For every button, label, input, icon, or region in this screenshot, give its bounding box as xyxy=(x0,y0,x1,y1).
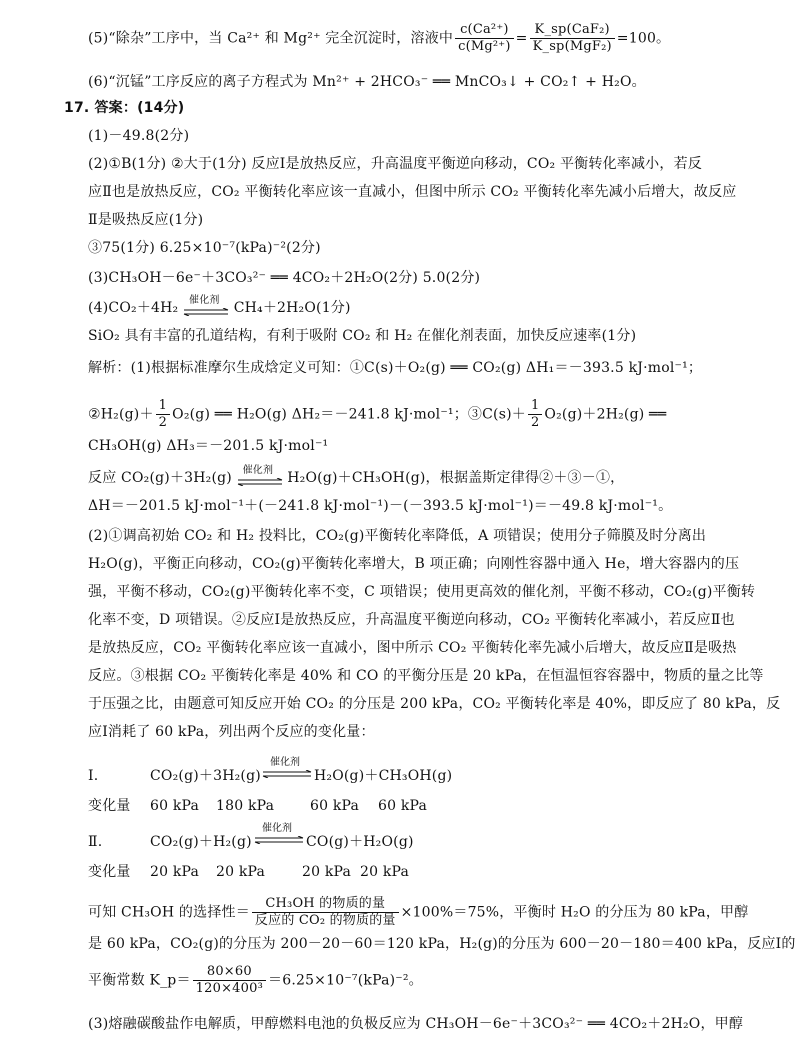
analysis-2-line2: H₂O(g)，平衡正向移动，CO₂(g)平衡转化率增大，B 项正确；向刚性容器中通入 He，增大容器内的压 xyxy=(88,556,740,572)
answer-4-sio2: SiO₂ 具有丰富的孔道结构，有利于吸附 CO₂ 和 H₂ 在催化剂表面，加快反应速率(1分) xyxy=(88,328,637,344)
reaction-2-right: CO(g)＋H₂O(g) xyxy=(306,834,414,850)
kp-line xyxy=(88,964,423,997)
change-value: 20 kPa xyxy=(302,864,352,880)
analysis-1-line2 xyxy=(88,398,666,431)
text: (5)“除杂”工序中，当 Ca²⁺ 和 Mg²⁺ 完全沉淀时，溶液中 xyxy=(88,30,454,47)
analysis-1-line1: 解析：(1)根据标准摩尔生成焓定义可知：①C(s)＋O₂(g) ══ CO₂(g) ΔH₁＝－393.5 kJ·mol⁻¹； xyxy=(88,360,703,376)
q17-answer-heading: 17. 答案：(14分) xyxy=(64,100,185,116)
catalyst-arrow xyxy=(262,758,312,784)
answer-3: (3)CH₃OH－6e⁻＋3CO₃²⁻ ══ 4CO₂＋2H₂O(2分) 5.0(2分) xyxy=(88,270,481,286)
equilibrium-arrow-icon xyxy=(262,770,312,778)
answer-2-line3: Ⅱ是吸热反应(1分) xyxy=(88,212,204,228)
analysis-3-line1: (3)熔融碳酸盐作电解质，甲醇燃料电池的负极反应为 CH₃OH－6e⁻＋3CO₃²⁻ ══ 4CO₂＋2H₂O，甲醇 xyxy=(88,1016,744,1032)
line-6-mn-precip: (6)“沉锰”工序反应的离子方程式为 Mn²⁺ + 2HCO₃⁻ ══ MnCO₃↓ + CO₂↑ + H₂O。 xyxy=(88,74,646,90)
text: 反应 CO₂(g)＋3H₂(g) xyxy=(88,470,232,486)
fraction-half xyxy=(156,398,170,431)
fraction-kp xyxy=(193,964,266,997)
denominator: 2 xyxy=(530,415,540,430)
fraction-c-ratio xyxy=(455,22,514,55)
change-value: 180 kPa xyxy=(216,798,275,814)
catalyst-label: 催化剂 xyxy=(270,757,300,768)
change-label: 变化量 xyxy=(88,798,131,814)
denominator: 2 xyxy=(158,415,168,430)
answer-2-line1: (2)①B(1分) ②大于(1分) 反应Ⅰ是放热反应，升高温度平衡逆向移动，CO₂ 平衡转化率减小，若反 xyxy=(88,156,702,172)
catalyst-arrow xyxy=(254,824,304,850)
text: ②H₂(g)＋ xyxy=(88,406,154,423)
text: ＝6.25×10⁻⁷(kPa)⁻²。 xyxy=(268,972,423,989)
line-5-impurity: (5)“除杂”工序中，当 Ca²⁺ 和 Mg²⁺ 完全沉淀时，溶液中 $\frac{\text{c(Ca²⁺)}}{\text{c(Mg²⁺)}}$ = $\frac{\text{K\_sp(CaF₂)}}{\text{K\_sp(MgF₂)}}$ =100。 xyxy=(88,22,671,54)
text: (4)CO₂＋4H₂ xyxy=(88,300,179,316)
partial-pressure-line: 是 60 kPa，CO₂(g)的分压为 200－20－60＝120 kPa，H₂(g)的分压为 600－20－180＝400 kPa，反应Ⅰ的 xyxy=(88,936,796,952)
numerator: c(Ca²⁺) xyxy=(455,22,514,39)
answer-2-part3: ③75(1分) 6.25×10⁻⁷(kPa)⁻²(2分) xyxy=(88,240,321,256)
change-value: 20 kPa xyxy=(360,864,410,880)
catalyst-label: 催化剂 xyxy=(189,295,220,306)
analysis-2-line6: 反应。③根据 CO₂ 平衡转化率是 40% 和 CO 的平衡分压是 20 kPa，在恒温恒容容器中，物质的量之比等 xyxy=(88,668,764,684)
answer-4 xyxy=(88,295,351,318)
change-label: 变化量 xyxy=(88,864,131,880)
analysis-1-line3: CH₃OH(g) ΔH₃＝－201.5 kJ·mol⁻¹ xyxy=(88,438,329,454)
reaction-1-label: Ⅰ. xyxy=(88,768,99,784)
denominator: K_sp(MgF₂) xyxy=(532,39,612,54)
denominator: 120×400³ xyxy=(195,981,264,996)
change-value: 60 kPa xyxy=(378,798,428,814)
reaction-2-label: Ⅱ. xyxy=(88,834,103,850)
reaction-2-left: CO₂(g)＋H₂(g) xyxy=(150,834,252,850)
fraction-selectivity xyxy=(252,896,399,929)
equilibrium-arrow-icon xyxy=(183,308,229,316)
text: O₂(g) ══ H₂O(g) ΔH₂＝－241.8 kJ·mol⁻¹；③C(s)＋ xyxy=(172,406,526,423)
analysis-2-line7: 于压强之比，由题意可知反应开始 CO₂ 的分压是 200 kPa，CO₂ 平衡转化率是 40%，即反应了 80 kPa，反 xyxy=(88,696,781,712)
text: CH₄＋2H₂O(1分) xyxy=(233,300,351,316)
denominator: c(Mg²⁺) xyxy=(458,39,511,54)
catalyst-arrow xyxy=(183,295,229,318)
fraction-ksp-ratio xyxy=(530,22,615,55)
answer-2-line2: 应Ⅱ也是放热反应，CO₂ 平衡转化率应该一直减小，但图中所示 CO₂ 平衡转化率先减小后增大，故反应 xyxy=(88,184,737,200)
fraction-half xyxy=(528,398,542,431)
text: ×100%＝75%，平衡时 H₂O 的分压为 80 kPa，甲醇 xyxy=(400,904,749,921)
selectivity-line xyxy=(88,896,748,929)
change-value: 20 kPa xyxy=(216,864,266,880)
analysis-2-line1: (2)①调高初始 CO₂ 和 H₂ 投料比，CO₂(g)平衡转化率降低，A 项错误；使用分子筛膜及时分离出 xyxy=(88,528,707,544)
analysis-1-deltaH: ΔH＝－201.5 kJ·mol⁻¹＋(－241.8 kJ·mol⁻¹)－(－393.5 kJ·mol⁻¹)＝－49.8 kJ·mol⁻¹。 xyxy=(88,498,673,514)
reaction-1-left: CO₂(g)＋3H₂(g) xyxy=(150,768,261,784)
catalyst-label: 催化剂 xyxy=(262,823,292,834)
numerator: K_sp(CaF₂) xyxy=(530,22,615,39)
text: O₂(g)＋2H₂(g) ══ xyxy=(544,406,667,423)
numerator: 1 xyxy=(156,398,170,415)
text: H₂O(g)＋CH₃OH(g)，根据盖斯定律得②＋③－①， xyxy=(287,470,625,486)
change-value: 60 kPa xyxy=(310,798,360,814)
catalyst-label: 催化剂 xyxy=(242,465,274,476)
equilibrium-arrow-icon xyxy=(254,836,304,844)
analysis-2-line5: 是放热反应，CO₂ 平衡转化率应该一直减小，图中所示 CO₂ 平衡转化率先减小后增大，故反应Ⅱ是吸热 xyxy=(88,640,737,656)
numerator: 80×60 xyxy=(193,964,266,981)
answer-1: (1)－49.8(2分) xyxy=(88,128,190,144)
catalyst-arrow xyxy=(237,465,283,488)
numerator: 1 xyxy=(528,398,542,415)
reaction-1-right: H₂O(g)＋CH₃OH(g) xyxy=(314,768,453,784)
equilibrium-arrow-icon xyxy=(237,478,283,486)
analysis-1-reaction xyxy=(88,465,625,488)
numerator: CH₃OH 的物质的量 xyxy=(252,896,399,913)
text: 平衡常数 K_p＝ xyxy=(88,972,191,989)
analysis-2-line4: 化率不变，D 项错误。②反应Ⅰ是放热反应，升高温度平衡逆向移动，CO₂ 平衡转化率减小，若反应Ⅱ也 xyxy=(88,612,735,628)
analysis-2-line8: 应Ⅰ消耗了 60 kPa，列出两个反应的变化量： xyxy=(88,724,375,740)
text: =100。 xyxy=(616,30,671,47)
analysis-2-line3: 强，平衡不移动，CO₂(g)平衡转化率不变，C 项错误；使用更高效的催化剂，平衡不移动，CO₂(g)平衡转 xyxy=(88,584,756,600)
change-value: 60 kPa xyxy=(150,798,200,814)
change-value: 20 kPa xyxy=(150,864,200,880)
denominator: 反应的 CO₂ 的物质的量 xyxy=(254,913,396,928)
text: 可知 CH₃OH 的选择性＝ xyxy=(88,904,250,921)
